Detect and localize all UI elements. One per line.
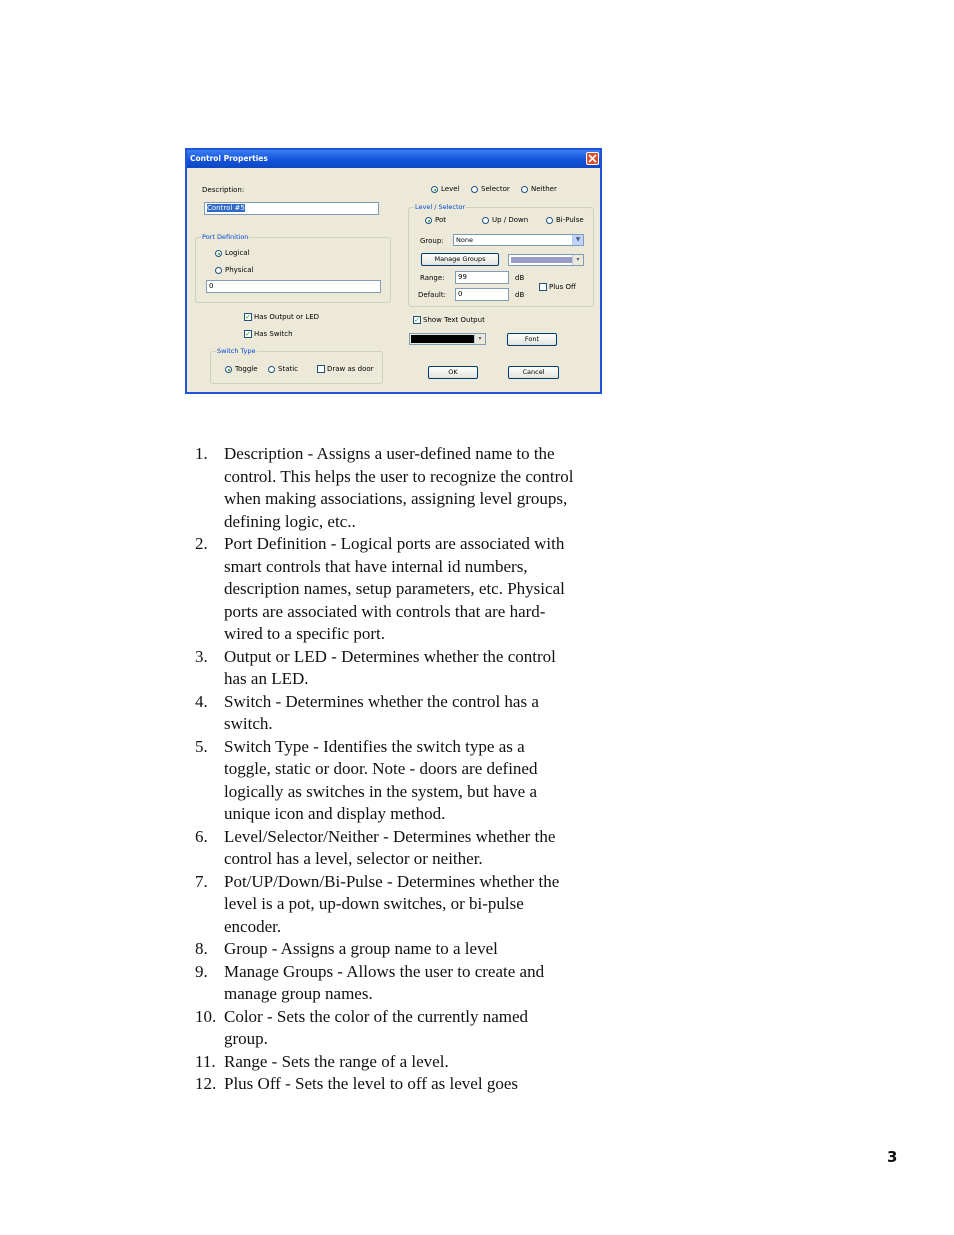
logical-radio[interactable] <box>215 250 222 257</box>
chevron-down-icon[interactable]: ▾ <box>474 334 485 344</box>
plus-off-checkbox[interactable] <box>539 283 547 291</box>
draw-as-door-label: Draw as door <box>327 365 374 373</box>
has-output-checkbox[interactable]: ✓ <box>245 313 251 321</box>
dialog-titlebar <box>187 150 600 168</box>
neither-label: Neither <box>531 185 557 193</box>
switch-type-label: Switch Type <box>217 347 256 355</box>
neither-radio[interactable] <box>521 186 528 193</box>
port-definition-label: Port Definition <box>202 233 249 241</box>
pot-label: Pot <box>435 216 446 224</box>
has-switch-checkbox[interactable]: ✓ <box>245 330 251 338</box>
physical-label: Physical <box>225 266 254 274</box>
close-icon[interactable] <box>586 152 599 165</box>
default-label: Default: <box>418 291 446 299</box>
list-item: 8. Group - Assigns a group name to a level <box>195 939 498 958</box>
control-properties-dialog <box>185 148 602 394</box>
selector-label: Selector <box>481 185 510 193</box>
description-input[interactable]: Control #5 <box>204 202 379 215</box>
switch-type-group <box>210 347 383 384</box>
list-item: 10. Color - Sets the color of the currently named group. <box>195 1006 529 1048</box>
level-label: Level <box>441 185 460 193</box>
group-label: Group: <box>420 237 444 245</box>
up-down-radio[interactable] <box>482 217 489 224</box>
list-item: 6. Level/Selector/Neither - Determines whether the control has a level, selector or neither. <box>195 826 556 868</box>
field-description-list <box>195 443 575 1096</box>
has-switch-label: Has Switch <box>254 330 293 338</box>
level-selector-label: Level / Selector <box>415 203 466 211</box>
list-item: 4. Switch - Determines whether the control has a switch. <box>195 691 539 733</box>
list-item: 11. Range - Sets the range of a level. <box>195 1051 449 1071</box>
description-label: Description: <box>202 186 245 194</box>
level-selector-group <box>408 203 594 307</box>
toggle-label: Toggle <box>235 365 258 373</box>
selector-radio[interactable] <box>471 186 478 193</box>
list-item: 7. Pot/UP/Down/Bi-Pulse - Determines whether the level is a pot, up-down switches, or bi-pulse encoder. <box>195 871 560 936</box>
toggle-radio[interactable] <box>225 366 232 373</box>
logical-label: Logical <box>225 249 250 257</box>
port-definition-group <box>195 233 391 303</box>
list-item: 2. Port Definition - Logical ports are associated with smart controls that have internal id numbers, description names, setup parameters, etc. Physical ports are associated with controls that are hard-wired to a specific port. <box>195 534 565 643</box>
manage-groups-button[interactable]: Manage Groups <box>421 253 499 266</box>
bi-pulse-label: Bi-Pulse <box>556 216 584 224</box>
list-item: 3. Output or LED - Determines whether the control has an LED. <box>195 646 556 688</box>
has-output-label: Has Output or LED <box>254 313 320 321</box>
level-radio[interactable] <box>431 186 438 193</box>
range-unit: dB <box>515 274 525 282</box>
cancel-button[interactable]: Cancel <box>508 366 559 379</box>
page-number: 3 <box>887 1148 898 1166</box>
up-down-label: Up / Down <box>492 216 529 224</box>
group-color-swatch <box>511 257 572 263</box>
list-item: 9. Manage Groups - Allows the user to create and manage group names. <box>195 961 545 1003</box>
chevron-down-icon[interactable]: ▼ <box>572 235 583 245</box>
static-radio[interactable] <box>268 366 275 373</box>
ok-button[interactable]: OK <box>428 366 478 379</box>
plus-off-label: Plus Off <box>549 283 576 291</box>
list-item: 5. Switch Type - Identifies the switch type as a toggle, static or door. Note - doors are defined logically as switches in the system, but have a unique icon and display method. <box>195 736 538 823</box>
dialog-title: Control Properties <box>190 154 268 163</box>
port-number-input[interactable]: 0 <box>206 280 381 293</box>
list-item: 12. Plus Off - Sets the level to off as level goes <box>195 1074 518 1093</box>
show-text-output-label: Show Text Output <box>423 316 485 324</box>
bi-pulse-radio[interactable] <box>546 217 553 224</box>
static-label: Static <box>278 365 299 373</box>
default-input[interactable]: 0 <box>455 288 509 301</box>
list-item: 1. Description - Assigns a user-defined name to the control. This helps the user to recognize the control when making associations, assigning level groups, defining logic, etc.. <box>195 444 574 531</box>
group-color-select[interactable] <box>508 254 584 266</box>
show-text-output-checkbox[interactable]: ✓ <box>414 316 420 324</box>
default-unit: dB <box>515 291 525 299</box>
group-select[interactable] <box>453 234 584 246</box>
draw-as-door-checkbox[interactable] <box>317 365 325 373</box>
text-color-select[interactable] <box>409 333 486 345</box>
range-label: Range: <box>420 274 445 282</box>
physical-radio[interactable] <box>215 267 222 274</box>
group-select-value: None <box>456 236 473 244</box>
text-color-swatch <box>411 335 475 343</box>
range-input[interactable]: 99 <box>455 271 509 284</box>
font-button[interactable]: Font <box>507 333 557 346</box>
chevron-down-icon[interactable]: ▾ <box>572 255 583 265</box>
pot-radio[interactable] <box>425 217 432 224</box>
